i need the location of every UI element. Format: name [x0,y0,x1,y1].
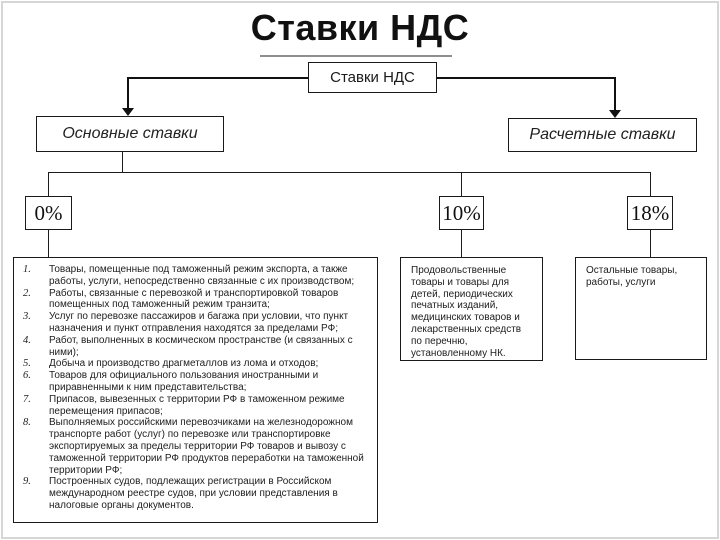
title-underline [260,55,452,57]
rate-box-0: 0% [25,196,72,230]
arrow-right-horizontal-line [437,77,616,79]
rate-box-10: 10% [439,196,484,230]
list-item-number: 1. [23,264,31,275]
list-item-number: 6. [23,370,31,382]
rate-0-list-item [14,288,377,312]
list-item-text: Работ, выполненных в космическом пространстве (и связанных с ними); [49,334,353,358]
arrow-left-horizontal-line [128,77,308,79]
drop-line-details-10 [461,230,462,257]
tree-riser-line [122,152,123,173]
tree-rail-line [48,172,651,173]
list-item-number: 7. [23,393,31,405]
rate-0-list-item [14,476,377,511]
rate-0-list-item [14,311,377,335]
drop-line-rate-10 [461,172,462,196]
drop-line-details-18 [650,230,651,257]
arrow-left-arrowhead-icon [122,108,134,116]
arrow-right-arrowhead-icon [609,110,621,118]
rate-0-list-item [14,358,377,370]
list-item-number: 5. [23,358,31,370]
rate-box-18: 18% [627,196,673,230]
arrow-left-vertical-line [127,77,129,109]
list-item-text: Работы, связанные с перевозкой и транспортировкой товаров помещенных под таможенный режим транзита; [49,287,339,311]
list-item-text: Выполняемых российскими перевозчиками на железнодорожном транспорте работ (услуг) по перевозке или транспортировке экспортируемых за пределы территории РФ товаров и вывозу с таможенной территории РФ продуктов переработки на таможенной территории РФ; [49,417,364,476]
details-box-rate-10: Продовольственные товары и товары для детей, периодических печатных изданий, медицинских товаров и лекарственных средств по перечню, установленному НК. [400,257,543,361]
list-item-number: 8. [23,417,31,429]
list-item-text: Товары, помещенные под таможенный режим экспорта, а также работы, услуги, непосредственно связанные с их производством; [49,264,355,287]
details-box-rate-0 [13,257,378,523]
drop-line-rate-0 [48,172,49,196]
list-item-number: 9. [23,476,31,488]
arrow-right-vertical-line [614,77,616,111]
branch-box-calculated-rates: Расчетные ставки [508,118,697,152]
drop-line-details-0 [48,230,49,257]
drop-line-rate-18 [650,172,651,196]
rate-0-list-item [14,264,377,288]
root-node-box: Ставки НДС [308,62,437,93]
list-item-number: 3. [23,311,31,323]
rate-0-list-item [14,335,377,359]
rate-0-list [14,264,377,512]
list-item-text: Построенных судов, подлежащих регистрации в Российском международном реестре судов, при условии представления в налоговые органы документов. [49,476,338,511]
list-item-text: Припасов, вывезенных с территории РФ в таможенном режиме перемещения припасов; [49,393,345,417]
rate-0-list-item [14,370,377,394]
details-box-rate-18: Остальные товары, работы, услуги [575,257,707,360]
branch-box-main-rates: Основные ставки [36,116,224,152]
list-item-number: 4. [23,334,31,346]
list-item-text: Добыча и производство драгметаллов из лома и отходов; [49,358,319,370]
list-item-text: Услуг по перевозке пассажиров и багажа при условии, что пункт назначения и пункт отправления находятся за пределами РФ; [49,311,349,334]
list-item-text: Товаров для официального пользования иностранными и приравненными к ним представительства; [49,370,319,393]
rate-0-list-item [14,394,377,418]
page-title: Ставки НДС [250,7,470,48]
rate-0-list-item [14,417,377,476]
list-item-number: 2. [23,287,31,299]
